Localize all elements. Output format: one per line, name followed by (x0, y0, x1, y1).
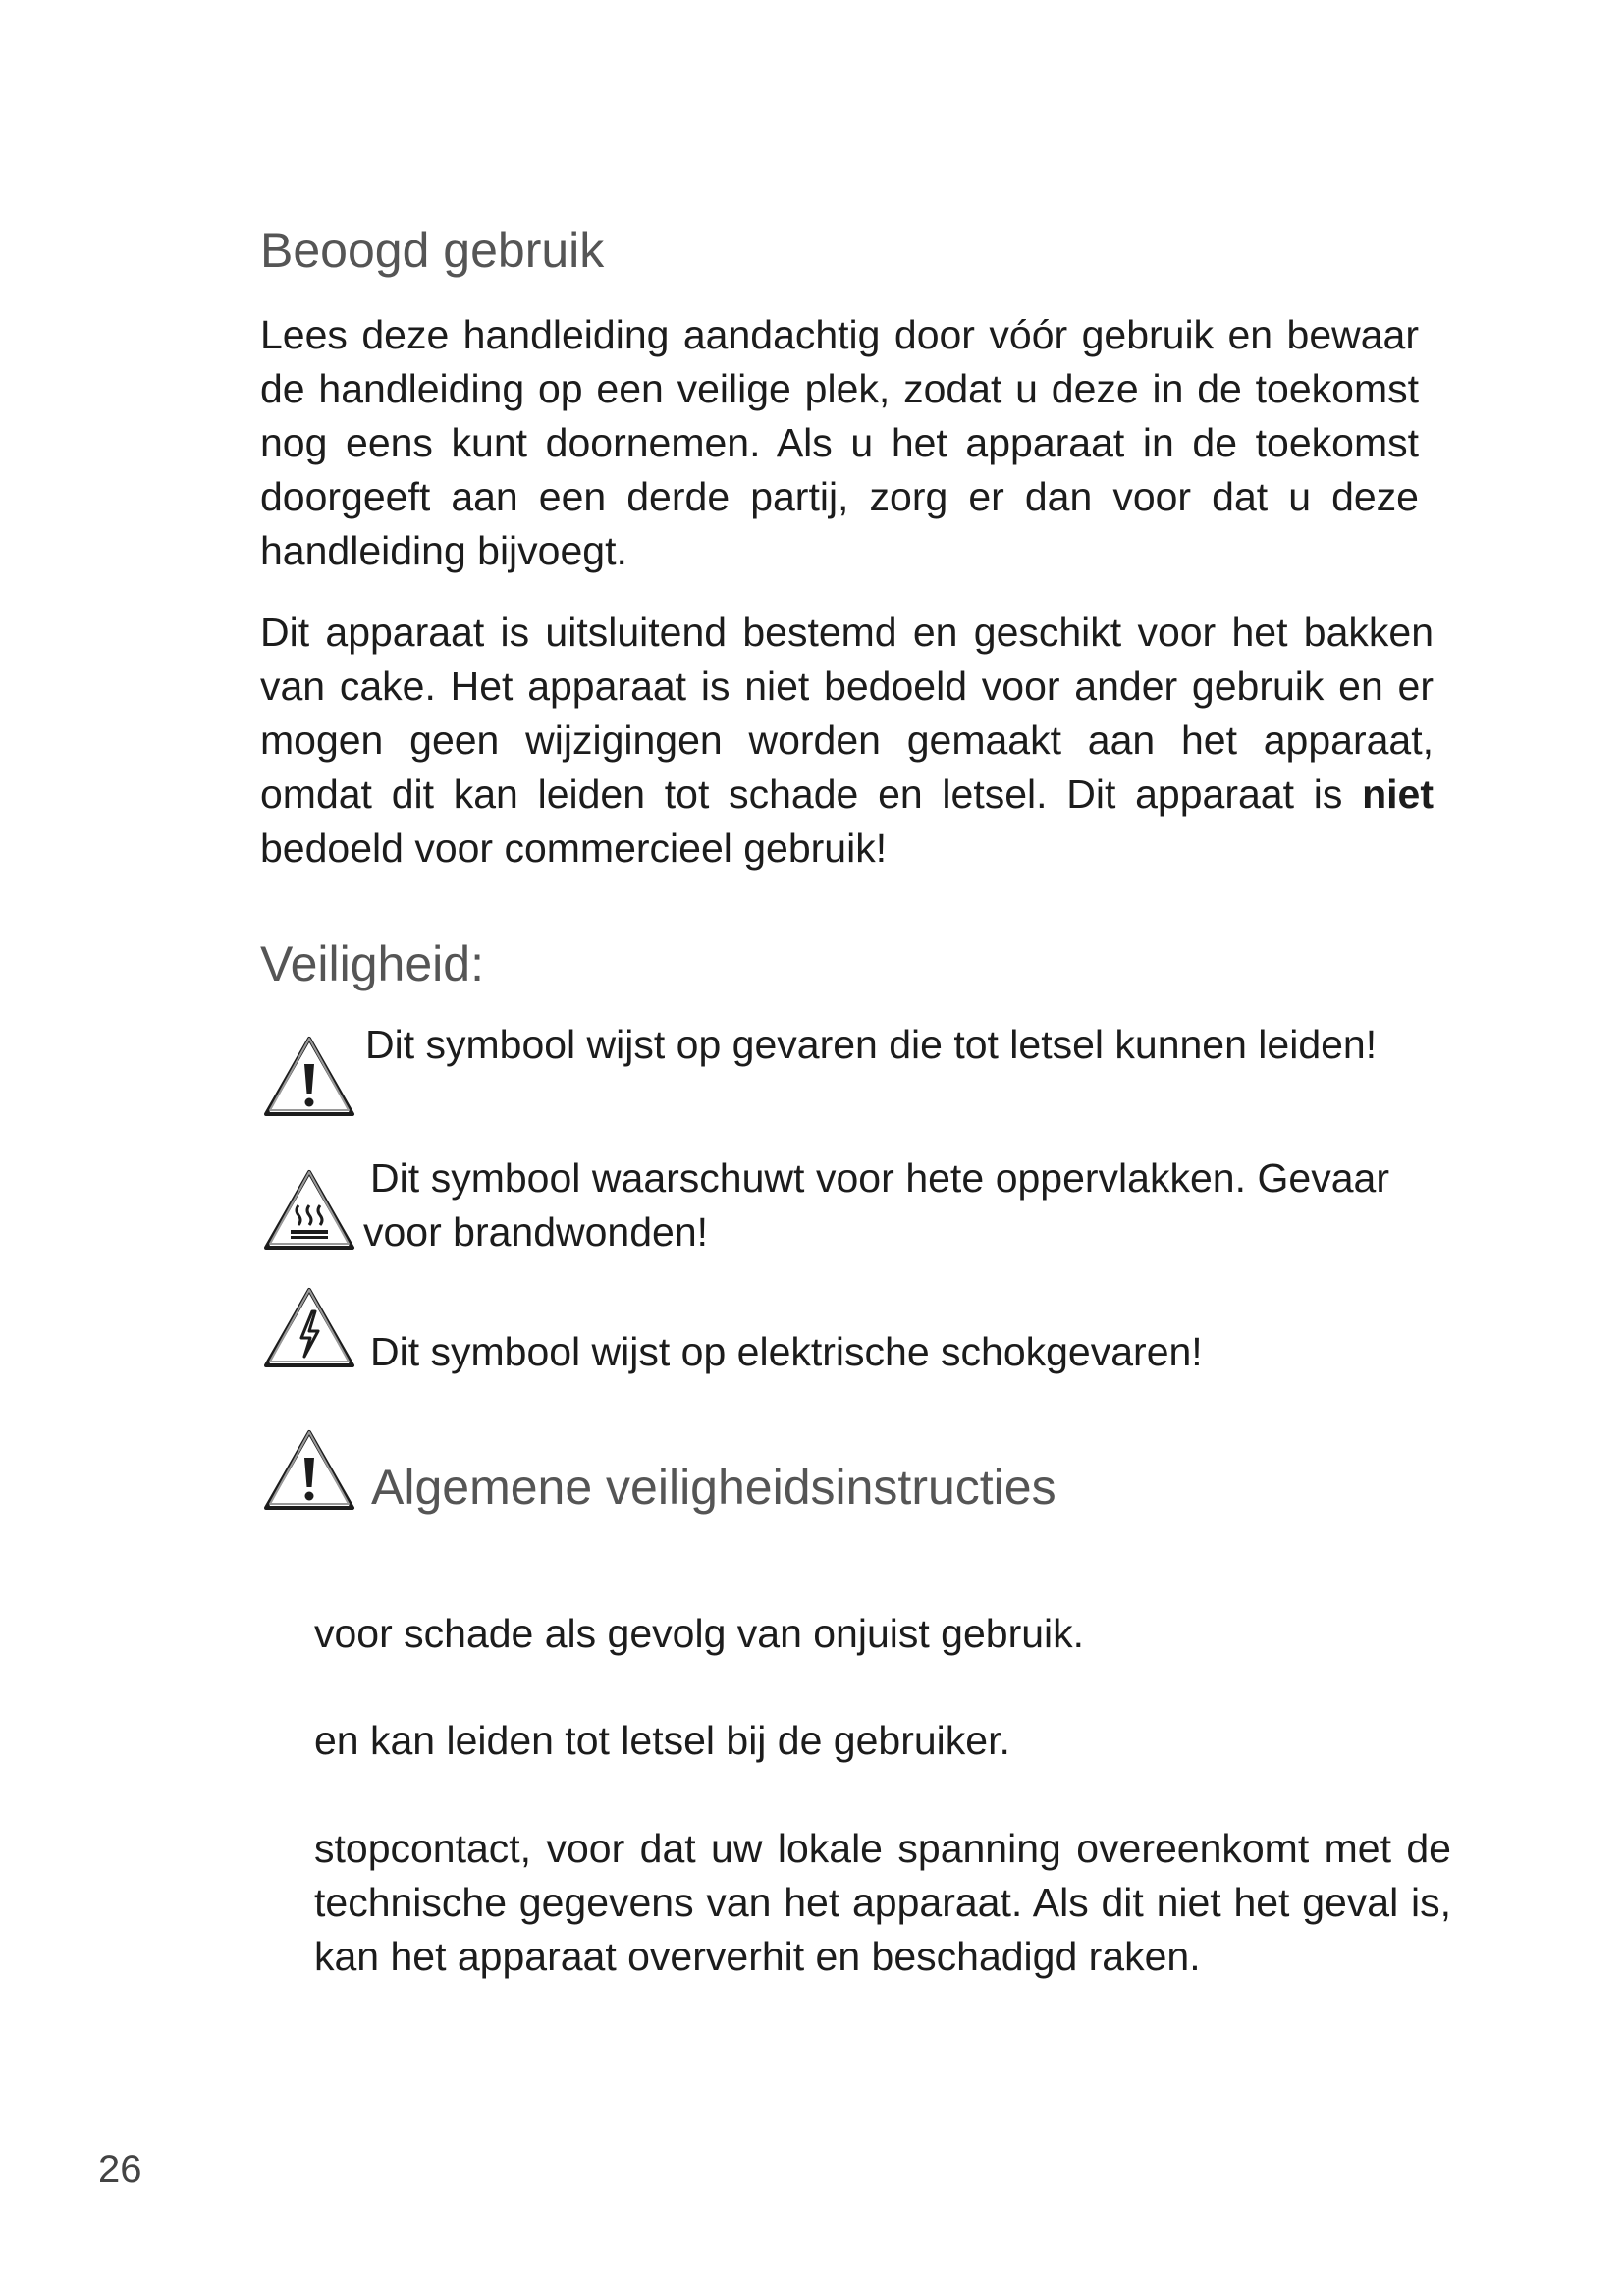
safety-symbol-3-text: Dit symbool wijst op elektrische schokgevaren! (370, 1329, 1203, 1374)
general-safety-item-1: voor schade als gevolg van onjuist gebruik. (314, 1611, 1085, 1656)
safety-symbol-1-text: Dit symbool wijst op gevaren die tot letsel kunnen leiden! (365, 1022, 1378, 1067)
general-safety-item-2: en kan leiden tot letsel bij de gebruiker. (314, 1718, 1010, 1763)
section-heading-general-safety: Algemene veiligheidsinstructies (371, 1460, 1056, 1515)
section-heading-intended-use: Beoogd gebruik (260, 223, 605, 278)
warning-exclamation-icon (261, 1033, 357, 1119)
paragraph-2-text-end: bedoeld voor commercieel gebruik! (260, 826, 888, 871)
section-heading-safety: Veiligheid: (260, 936, 484, 991)
general-safety-item-3: stopcontact, voor dat uw lokale spanning overeenkomt met de technische gegevens van het apparaat. Als dit niet het geval is, kan het apparaat oververhit en beschadigd raken. (314, 1826, 1451, 1979)
paragraph-2-text-start: Dit apparaat is uitsluitend bestemd en geschikt voor het bakken van cake. Het apparaat is niet bedoeld voor ander gebruik en er mogen geen wijzigingen worden gemaakt aan het apparaat, omdat dit kan leiden tot schade en letsel. Dit apparaat is (260, 610, 1434, 817)
emphasis-not: niet (1362, 772, 1434, 817)
safety-symbol-2-text: Dit symbool waarschuwt voor hete oppervlakken. Gevaar voor brandwonden! (363, 1155, 1389, 1255)
warning-exclamation-icon (261, 1426, 357, 1513)
intended-use-paragraph-1: Lees deze handleiding aandachtig door vóór gebruik en bewaar de handleiding op een veilige plek, zodat u deze in de toekomst nog eens kunt doornemen. Als u het apparaat in de toekomst doorgeeft aan een derde partij, zorg er dan voor dat u deze handleiding bijvoegt. (260, 312, 1419, 573)
intended-use-paragraph-2 (260, 606, 1434, 876)
hot-surface-icon (261, 1166, 357, 1253)
page-number: 26 (98, 2148, 142, 2191)
electric-shock-icon (261, 1284, 357, 1370)
